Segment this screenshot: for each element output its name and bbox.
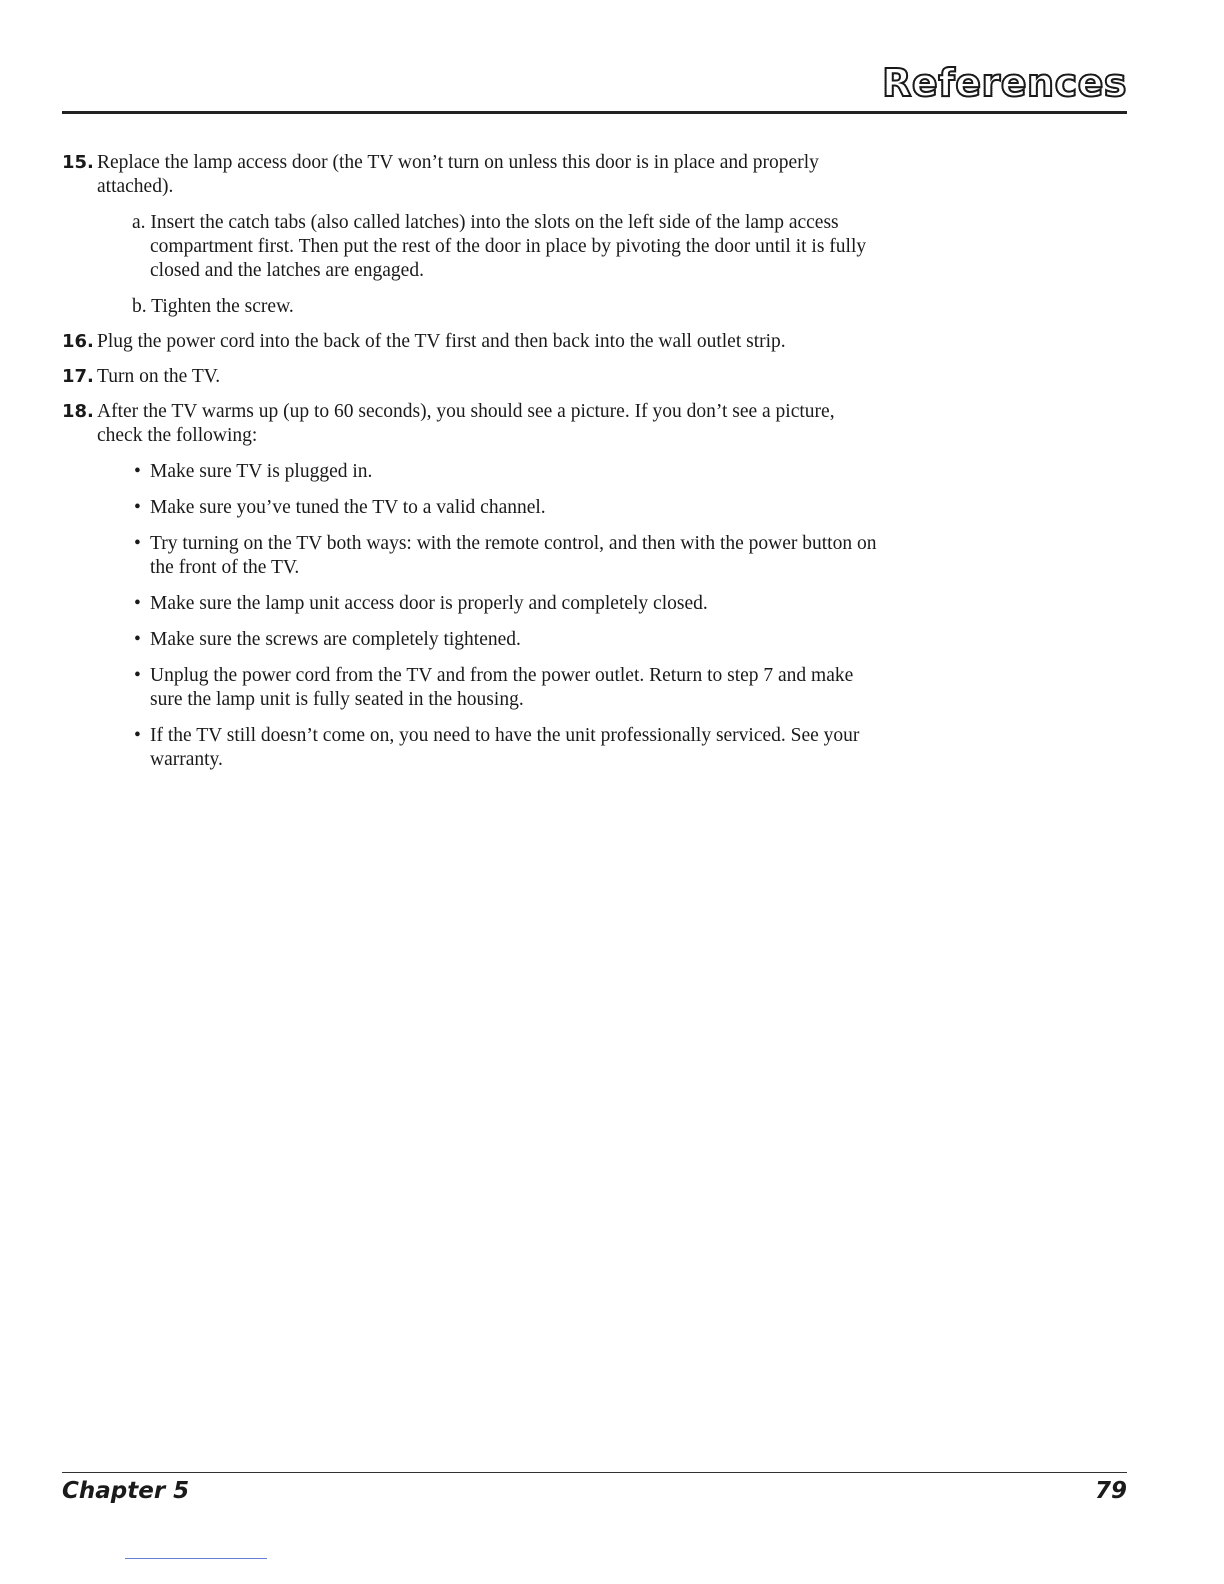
checklist-item-text: Unplug the power cord from the TV and from the power outlet. Return to step 7 and make sure the lamp unit is fully seated in the housing. <box>150 665 854 710</box>
checklist-item <box>62 724 882 772</box>
checklist-item <box>62 496 882 520</box>
step-15 <box>62 151 882 319</box>
checklist-item-text: Make sure TV is plugged in. <box>150 461 373 482</box>
scan-artifact-line <box>125 1558 267 1559</box>
step-number: 16. <box>62 331 94 352</box>
step-text: Plug the power cord into the back of the TV first and then back into the wall outlet strip. <box>97 331 786 352</box>
footer-divider <box>62 1472 1127 1473</box>
checklist-item <box>62 460 882 484</box>
header-divider <box>62 111 1127 114</box>
step-text: After the TV warms up (up to 60 seconds), you should see a picture. If you don’t see a picture, check the following: <box>97 401 835 446</box>
checklist-item <box>62 664 882 712</box>
instructions-body <box>62 151 882 783</box>
bullet-icon: • <box>134 533 141 554</box>
step-18 <box>62 400 882 772</box>
checklist-item <box>62 592 882 616</box>
bullet-icon: • <box>134 593 141 614</box>
checklist-item <box>62 532 882 580</box>
bullet-icon: • <box>134 497 141 518</box>
bullet-icon: • <box>134 725 141 746</box>
step-text: Turn on the TV. <box>97 366 221 387</box>
step-17 <box>62 365 882 389</box>
bullet-icon: • <box>134 461 141 482</box>
bullet-icon: • <box>134 665 141 686</box>
bullet-icon: • <box>134 629 141 650</box>
substep-b: b. Tighten the screw. <box>132 296 294 317</box>
page-number: 79 <box>1094 1478 1127 1504</box>
page-section-title: References <box>882 61 1127 105</box>
step-number: 17. <box>62 366 94 387</box>
checklist-item-text: Make sure the screws are completely tightened. <box>150 629 521 650</box>
footer-chapter-label: Chapter 5 <box>62 1478 190 1504</box>
substep-a: a. Insert the catch tabs (also called latches) into the slots on the left side of the lamp access compartment first. Then put the rest of the door in place by pivoting the door until it is fully closed and the latches are engaged. <box>132 212 867 281</box>
checklist-item <box>62 628 882 652</box>
step-text: Replace the lamp access door (the TV won’t turn on unless this door is in place and properly attached). <box>97 152 819 197</box>
checklist-item-text: If the TV still doesn’t come on, you need to have the unit professionally serviced. See your warranty. <box>150 725 860 770</box>
checklist-item-text: Make sure the lamp unit access door is properly and completely closed. <box>150 593 708 614</box>
checklist-item-text: Make sure you’ve tuned the TV to a valid channel. <box>150 497 546 518</box>
checklist-item-text: Try turning on the TV both ways: with the remote control, and then with the power button on the front of the TV. <box>150 533 877 578</box>
step-number: 15. <box>62 152 94 173</box>
step-16 <box>62 330 882 354</box>
step-number: 18. <box>62 401 94 422</box>
